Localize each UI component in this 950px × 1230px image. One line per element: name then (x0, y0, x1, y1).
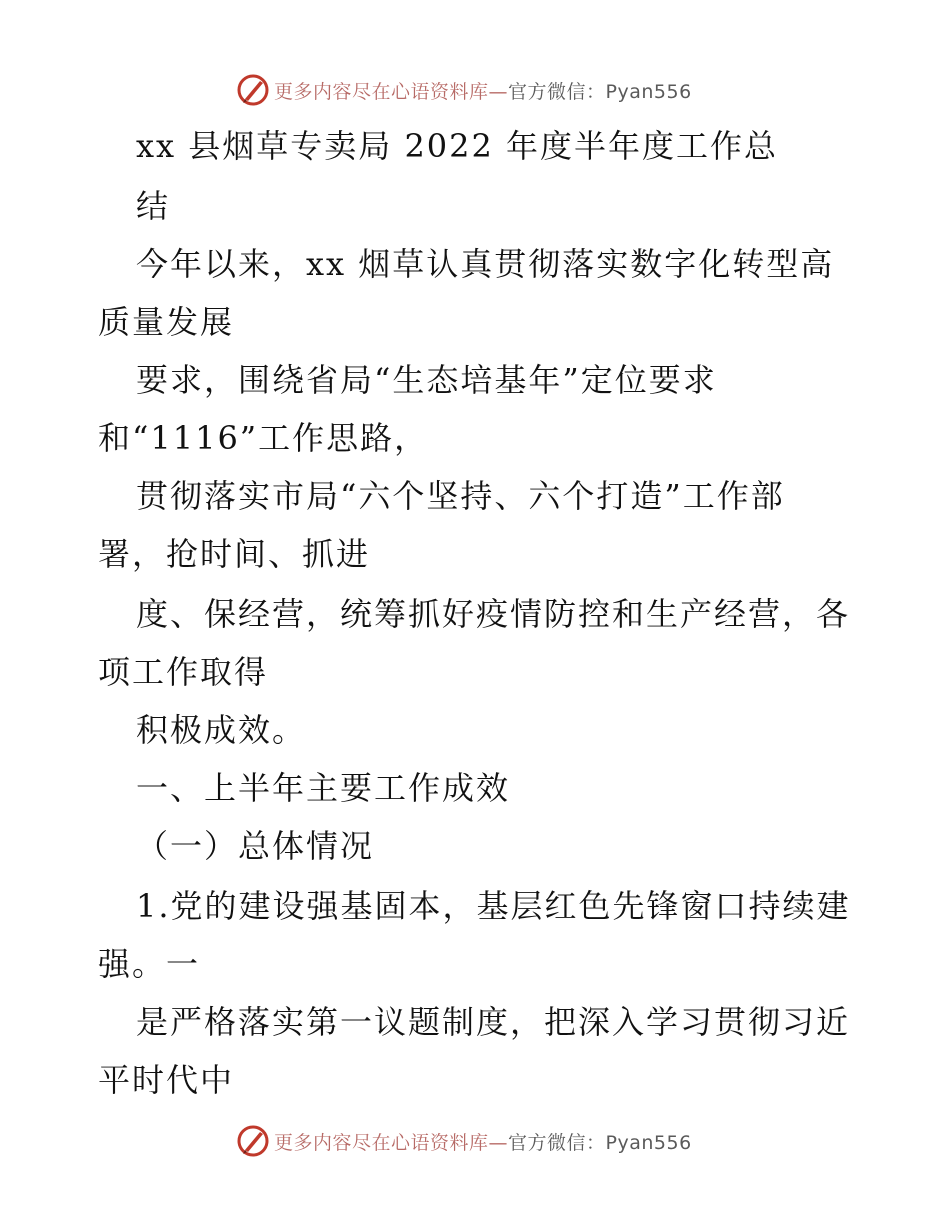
paragraph-line: 和“1116”工作思路， (98, 419, 429, 457)
paragraph-line: 1.党的建设强基固本，基层红色先锋窗口持续建 (136, 887, 851, 925)
document-title-line-1: xx 县烟草专卖局 2022 年度半年度工作总 (136, 127, 779, 165)
quill-pen-circle-icon (236, 73, 270, 107)
footer-banner-text (274, 1128, 692, 1155)
paragraph-line: 署，抢时间、抓进 (98, 535, 371, 573)
footer-banner-contact: 官方微信：Pyan556 (508, 1131, 692, 1154)
paragraph-line: 积极成效。 (136, 711, 307, 749)
document-title-line-2: 结 (136, 187, 171, 225)
paragraph-line: 平时代中 (98, 1061, 235, 1099)
paragraph-line: 强。一 (98, 945, 201, 983)
footer-banner (236, 1123, 692, 1159)
paragraph-line: 今年以来，xx 烟草认真贯彻落实数字化转型高 (136, 245, 835, 283)
paragraph-line: 质量发展 (98, 303, 235, 341)
paragraph-line: 度、保经营，统筹抓好疫情防控和生产经营，各 (136, 595, 851, 633)
header-banner (236, 72, 692, 108)
paragraph-line: 要求，围绕省局“生态培基年”定位要求 (136, 361, 717, 399)
paragraph-line: 是严格落实第一议题制度，把深入学习贯彻习近 (136, 1003, 851, 1041)
section-heading: 一、上半年主要工作成效 (136, 769, 511, 807)
header-banner-text (274, 77, 692, 104)
footer-banner-label: 更多内容尽在心语资料库— (274, 1131, 509, 1154)
subsection-heading: （一）总体情况 (136, 827, 375, 865)
header-banner-contact: 官方微信：Pyan556 (508, 80, 692, 103)
paragraph-line: 项工作取得 (98, 653, 269, 691)
header-banner-label: 更多内容尽在心语资料库— (274, 80, 509, 103)
paragraph-line: 贯彻落实市局“六个坚持、六个打造”工作部 (136, 477, 785, 515)
quill-pen-circle-icon (236, 1124, 270, 1158)
